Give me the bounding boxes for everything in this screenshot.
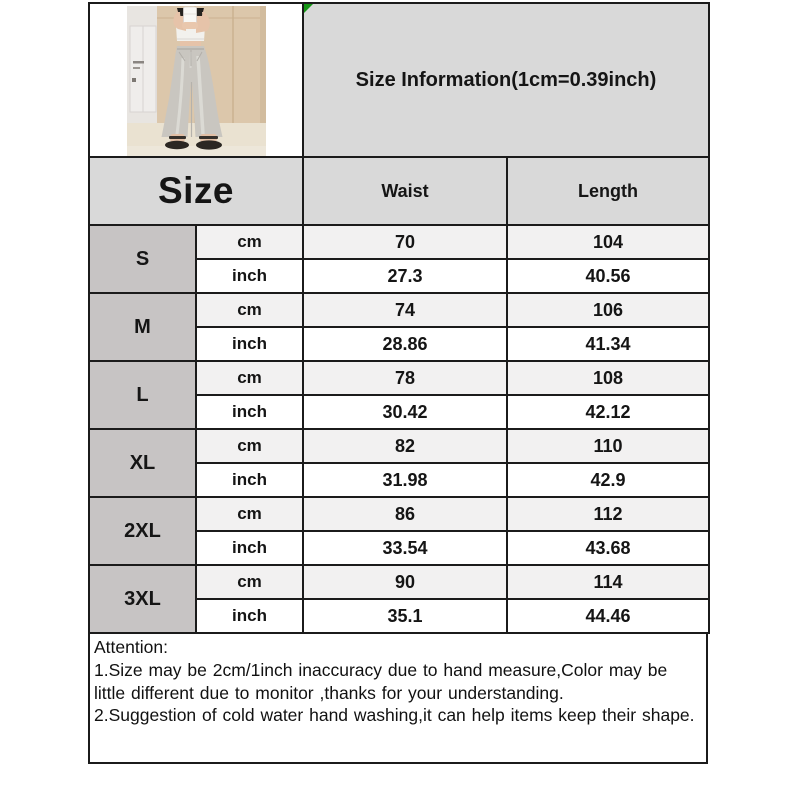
column-header-row [89, 157, 709, 225]
length-inch-value: 40.56 [507, 259, 709, 293]
length-inch-value: 44.46 [507, 599, 709, 633]
length-cm-value: 108 [507, 361, 709, 395]
unit-label-inch: inch [196, 327, 303, 361]
waist-cm-value: 74 [303, 293, 507, 327]
unit-label-cm: cm [196, 565, 303, 599]
length-cm-value: 106 [507, 293, 709, 327]
table-row-s-cm [89, 225, 709, 259]
attention-box [88, 632, 708, 764]
size-info-title: Size Information(1cm=0.39inch) [355, 68, 657, 91]
waist-cm-value: 82 [303, 429, 507, 463]
length-inch-value: 42.12 [507, 395, 709, 429]
table-row-3xl-cm [89, 565, 709, 599]
unit-label-inch: inch [196, 599, 303, 633]
attention-item-1: 1.Size may be 2cm/1inch inaccuracy due to hand measure,Color may be little different due to monitor ,thanks for your understanding. [94, 659, 668, 703]
product-photo [127, 6, 266, 156]
waist-cm-value: 78 [303, 361, 507, 395]
unit-label-cm: cm [196, 225, 303, 259]
unit-label-cm: cm [196, 361, 303, 395]
attention-item-2: 2.Suggestion of cold water hand washing,it can help items keep their shape. [94, 705, 695, 726]
size-label-l: L [89, 361, 196, 429]
size-label-s: S [89, 225, 196, 293]
column-header-waist: Waist [303, 157, 507, 225]
waist-inch-value: 30.42 [303, 395, 507, 429]
waist-inch-value: 31.98 [303, 463, 507, 497]
column-header-length: Length [507, 157, 709, 225]
column-header-size: Size [89, 157, 303, 225]
waist-cm-value: 70 [303, 225, 507, 259]
cell-error-flag-icon [304, 4, 313, 13]
unit-label-inch: inch [196, 531, 303, 565]
length-inch-value: 43.68 [507, 531, 709, 565]
table-row-2xl-cm [89, 497, 709, 531]
table-row-l-cm [89, 361, 709, 395]
size-table [88, 2, 710, 634]
unit-label-cm: cm [196, 293, 303, 327]
length-inch-value: 41.34 [507, 327, 709, 361]
unit-label-cm: cm [196, 497, 303, 531]
size-label-m: M [89, 293, 196, 361]
length-cm-value: 110 [507, 429, 709, 463]
size-info-title-cell [303, 3, 709, 157]
length-inch-value: 42.9 [507, 463, 709, 497]
size-label-3xl: 3XL [89, 565, 196, 633]
length-cm-value: 112 [507, 497, 709, 531]
waist-inch-value: 28.86 [303, 327, 507, 361]
product-photo-cell [89, 3, 303, 157]
waist-inch-value: 33.54 [303, 531, 507, 565]
table-row-xl-cm [89, 429, 709, 463]
size-label-2xl: 2XL [89, 497, 196, 565]
attention-title: Attention: [94, 637, 168, 657]
unit-label-inch: inch [196, 395, 303, 429]
waist-cm-value: 90 [303, 565, 507, 599]
top-row [89, 3, 709, 157]
size-label-xl: XL [89, 429, 196, 497]
waist-inch-value: 35.1 [303, 599, 507, 633]
unit-label-inch: inch [196, 463, 303, 497]
waist-cm-value: 86 [303, 497, 507, 531]
length-cm-value: 104 [507, 225, 709, 259]
unit-label-inch: inch [196, 259, 303, 293]
unit-label-cm: cm [196, 429, 303, 463]
waist-inch-value: 27.3 [303, 259, 507, 293]
table-row-m-cm [89, 293, 709, 327]
length-cm-value: 114 [507, 565, 709, 599]
